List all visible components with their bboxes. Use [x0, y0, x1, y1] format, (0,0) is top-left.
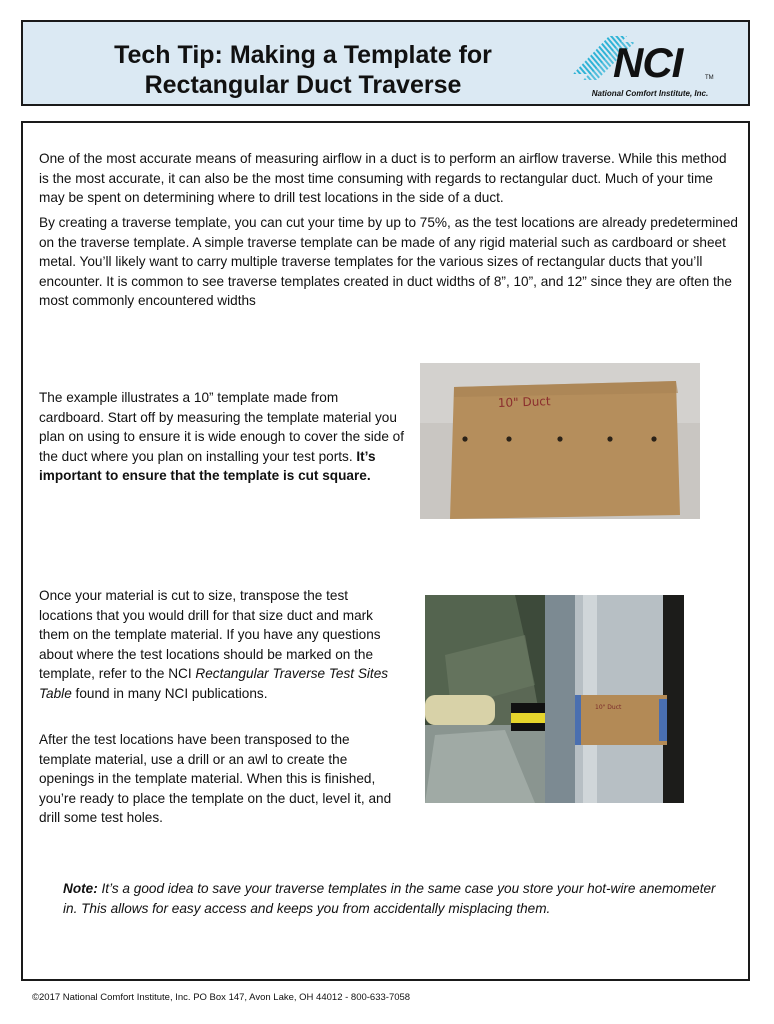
test-hole: [557, 436, 562, 441]
note-label: Note:: [63, 881, 98, 896]
test-hole: [462, 436, 467, 441]
once-paragraph: [39, 586, 404, 704]
nci-logo-mark: [563, 30, 733, 90]
note-paragraph: [63, 879, 723, 918]
once-italic-text: Rectangular Traverse Test Sites Table: [39, 666, 389, 701]
example-bold-text: It’s important to ensure that the template is cut square.: [39, 448, 376, 484]
intro-paragraph-1: One of the most accurate means of measuring airflow in a duct is to perform an airflow traverse. While this method is the most accurate, it can also be the most time consuming with regards to rectangular duct. Much of your time may be spent on determining where to drill test locations in the side of a duct.: [39, 151, 727, 206]
test-hole: [651, 436, 656, 441]
example-text: The example illustrates a 10” template made from cardboard. Start off by measuring the template material you plan on using to ensure it is wide enough to cover the side of the duct where you plan on installing your test ports.: [39, 390, 405, 464]
logo-mark-text: NCI: [613, 39, 683, 86]
title-line-2: Rectangular Duct Traverse: [144, 71, 462, 99]
cardboard-template-photo: [420, 363, 700, 519]
cardboard-label: 10" Duct: [497, 394, 551, 410]
content-panel: [21, 121, 750, 981]
header-banner: [21, 20, 750, 106]
logo-company-name: National Comfort Institute, Inc.: [591, 89, 709, 98]
once-text-2: found in many NCI publications.: [75, 685, 268, 701]
cardboard-sheet: [450, 381, 680, 519]
test-hole: [607, 436, 612, 441]
nci-logo: [563, 30, 733, 100]
page-title: [63, 40, 543, 100]
title-line-1: Tech Tip: Making a Template for: [114, 41, 492, 69]
logo-trademark: TM: [705, 75, 714, 81]
insulation-roll: [425, 695, 495, 725]
once-text-1: Once your material is cut to size, transpose the test locations that you would drill for that size duct and mark them on the template material. If you have any questions about where the test locations should be marked on the template, refer to the NCI: [39, 588, 381, 682]
note-text: It’s a good idea to save your traverse templates in the same case you store your hot-wire anemometer in. This allows for easy access and keeps you from accidentally misplacing them.: [63, 881, 716, 916]
duct-template-label: 10" Duct: [595, 704, 622, 711]
footer-copyright: ©2017 National Comfort Institute, Inc. PO Box 147, Avon Lake, OH 44012 - 800-633-7058: [32, 992, 411, 1003]
after-paragraph: After the test locations have been transposed to the template material, use a drill or an awl to create the openings in the template material. When this is finished, you’re ready to place the template on the duct, level it, and drill some test holes.: [39, 732, 392, 826]
intro-paragraph-2: By creating a traverse template, you can cut your time by up to 75%, as the test locations are already predetermined on the traverse template. A simple traverse template can be made of any rigid material such as cardboard or sheet metal. You’ll likely want to carry multiple traverse templates for the various sizes of rectangular ducts that you’ll encounter. It is common to see traverse templates created in duct widths of 8”, 10”, and 12” since they are often the most commonly encountered widths: [39, 215, 738, 309]
example-paragraph: [39, 388, 404, 486]
test-hole: [506, 436, 511, 441]
duct-install-photo: [425, 595, 684, 803]
template-on-duct: [575, 695, 667, 745]
